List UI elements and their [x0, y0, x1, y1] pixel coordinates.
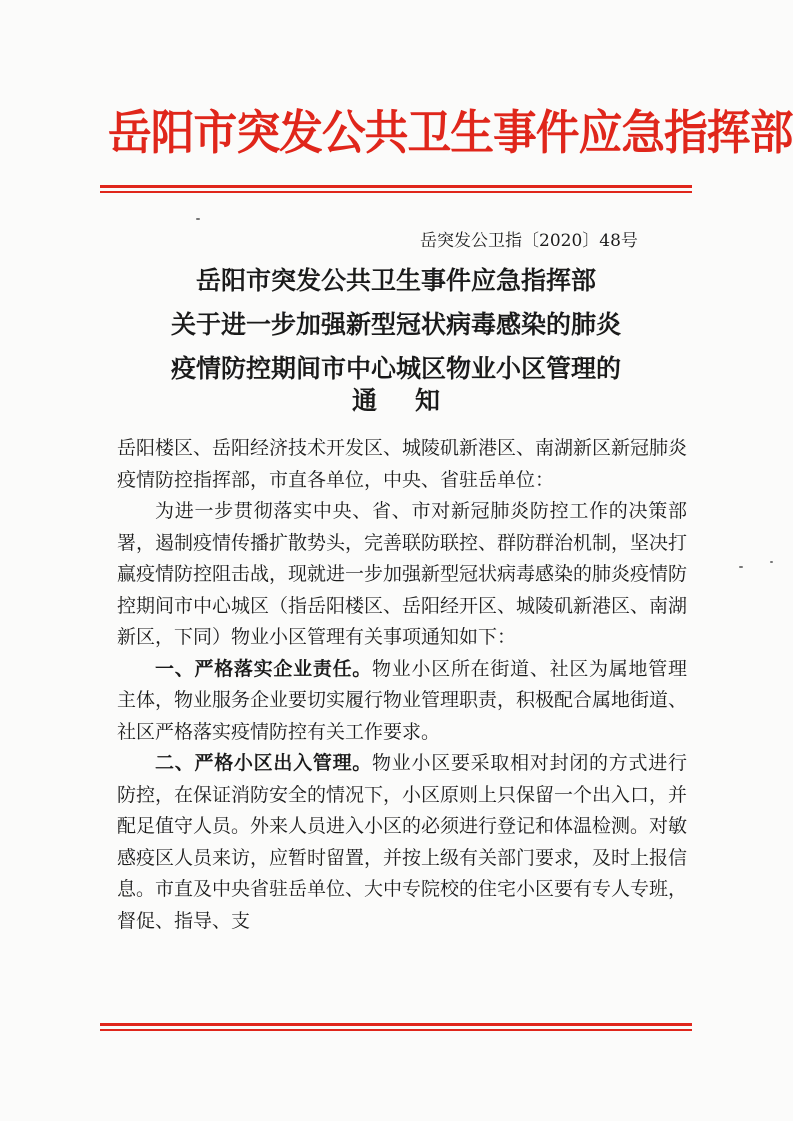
- header-red-rule-bottom: [100, 191, 692, 193]
- issuer-header-title: 岳阳市突发公共卫生事件应急指挥部: [108, 106, 793, 161]
- footer-red-rule-top: [100, 1023, 692, 1026]
- section-paragraph-2: [117, 748, 687, 937]
- header-red-rule-top: [100, 185, 692, 188]
- intro-paragraph: 为进一步贯彻落实中央、省、市对新冠肺炎防控工作的决策部署，遏制疫情传播扩散势头，完善联防联控、群防群治机制，坚决打赢疫情防控阻击战，现就进一步加强新型冠状病毒感染的肺炎疫情防控期间市中心城区（指岳阳楼区、岳阳经开区、城陵矶新港区、南湖新区，下同）物业小区管理有关事项通知如下：: [117, 500, 688, 648]
- document-number: 岳突发公卫指〔2020〕48号: [420, 231, 638, 251]
- section-paragraph-1: [117, 654, 687, 749]
- section-text-2: 物业小区要采取相对封闭的方式进行防控，在保证消防安全的情况下，小区原则上只保留一个出入口，并配足值守人员。外来人员进入小区的必须进行登记和体温检测。对敏感疫区人员来访，应暂时留置，并按上级有关部门要求，及时上报信息。市直及中央省驻岳单位、大中专院校的住宅小区要有专人专班，督促、指导、支: [117, 752, 688, 932]
- section-text-1: 物业小区所在街道、社区为属地管理主体，物业服务企业要切实履行物业管理职责，积极配合属地街道、社区严格落实疫情防控有关工作要求。: [117, 657, 688, 743]
- notice-title-line-1: 岳阳市突发公共卫生事件应急指挥部: [195, 266, 596, 295]
- section-heading-1: 一、严格落实企业责任。: [155, 657, 373, 680]
- scan-speck: [196, 218, 200, 220]
- notice-body: [117, 433, 687, 937]
- scan-speck: [770, 561, 773, 563]
- notice-title-line-3: 疫情防控期间市中心城区物业小区管理的: [170, 354, 621, 383]
- notice-title-line-2: 关于进一步加强新型冠状病毒感染的肺炎: [170, 310, 621, 339]
- footer-red-rule-bottom: [100, 1029, 692, 1031]
- scan-speck: [739, 566, 743, 568]
- notice-title-line-4: 通知: [351, 386, 478, 415]
- recipients-paragraph: 岳阳楼区、岳阳经济技术开发区、城陵矶新港区、南湖新区新冠肺炎疫情防控指挥部，市直各单位，中央、省驻岳单位：: [117, 437, 688, 491]
- section-heading-2: 二、严格小区出入管理。: [155, 752, 373, 774]
